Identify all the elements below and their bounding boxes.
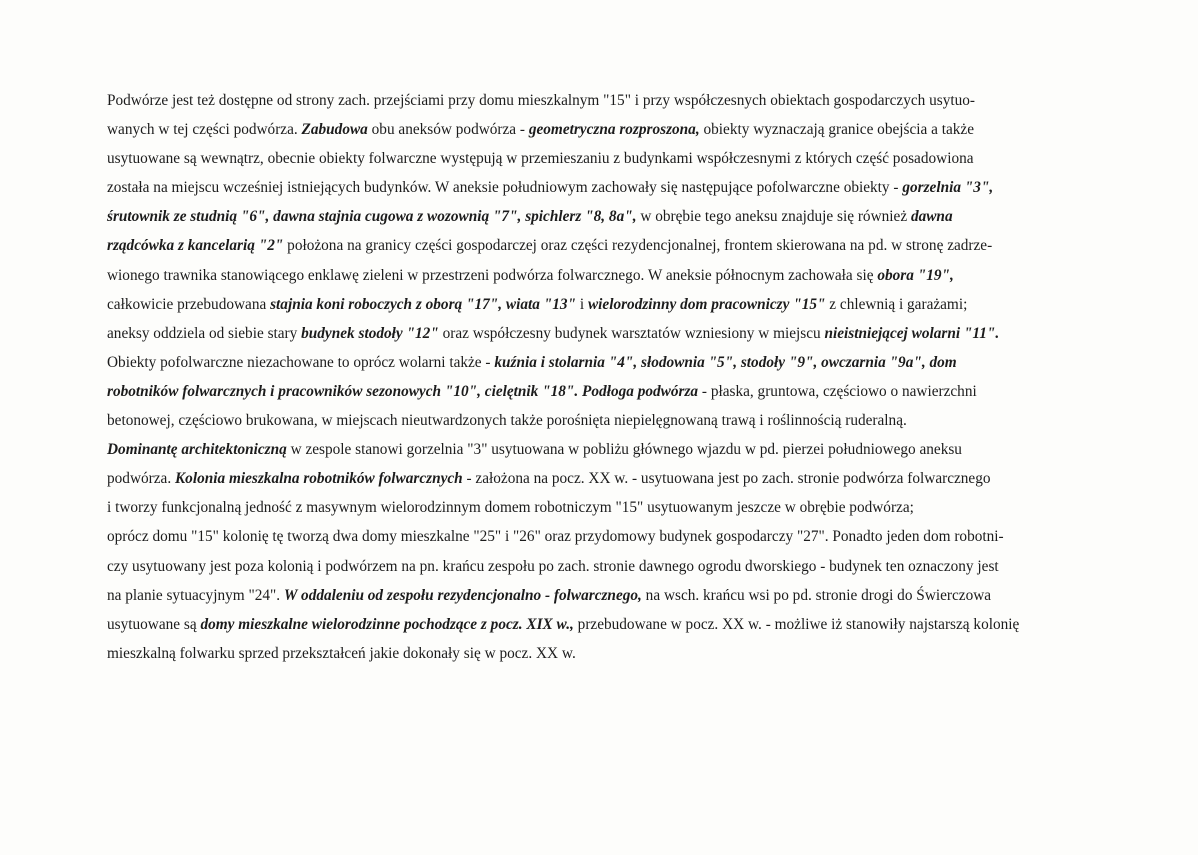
- body-text: - płaska, gruntowa, częściowo o nawierzchni: [698, 382, 977, 400]
- body-text: przebudowane w pocz. XX w. - możliwe iż stanowiły najstarszą kolonię: [573, 615, 1020, 633]
- body-text: oprócz domu "15" kolonię tę tworzą dwa domy mieszkalne "25" i "26" oraz przydomowy budynek gospodarczy "27". Ponadto jeden dom robotni-: [107, 528, 1004, 546]
- text-line: [107, 377, 1102, 406]
- text-line: [107, 319, 1102, 348]
- document-body: [107, 86, 1102, 668]
- body-text: z chlewnią i garażami;: [825, 295, 968, 313]
- emphasized-text: Zabudowa: [301, 121, 368, 139]
- body-text: wanych w tej części podwórza.: [107, 121, 302, 139]
- body-text: i: [576, 295, 588, 313]
- text-line: [107, 406, 1102, 435]
- body-text: mieszkalną folwarku sprzed przekształceń jakie dokonały się w pocz. XX w.: [107, 644, 576, 662]
- text-line: [107, 144, 1102, 173]
- body-text: Podwórze jest też dostępne od strony zach. przejściami przy domu mieszkalnym "15" i przy współczesnych obiektach gospodarczych usytuo-: [107, 92, 976, 109]
- body-text: w obrębie tego aneksu znajduje się również: [636, 208, 911, 226]
- emphasized-text: Kolonia mieszkalna robotników folwarcznych: [174, 470, 463, 488]
- text-line: [107, 290, 1102, 319]
- body-text: obiekty wyznaczają granice obejścia a także: [699, 121, 974, 139]
- emphasized-text: W oddaleniu od zespołu rezydencjonalno - folwarcznego,: [283, 586, 642, 604]
- text-line: [107, 610, 1102, 639]
- text-line: [107, 261, 1102, 290]
- text-line: [107, 115, 1102, 144]
- emphasized-text: Dominantę architektoniczną: [107, 441, 287, 459]
- emphasized-text: wielorodzinny dom pracowniczy "15": [587, 295, 826, 313]
- body-text: położona na granicy części gospodarczej oraz części rezydencjonalnej, frontem skierowana na pd. w stronę zadrze-: [283, 237, 993, 255]
- emphasized-text: kuźnia i stolarnia "4", słodownia "5", stodoły "9", owczarnia "9a", dom: [494, 353, 957, 371]
- body-text: została na miejscu wcześniej istniejących budynków. W aneksie południowym zachowały się następujące pofolwarczne obiekty -: [107, 179, 903, 197]
- body-text: obu aneksów podwórza -: [367, 121, 529, 139]
- text-line: [107, 202, 1102, 231]
- body-text: betonowej, częściowo brukowana, w miejscach nieutwardzonych także porośnięta niepielęgnowaną trawą i roślinnością ruderalną.: [107, 412, 907, 430]
- text-line: [107, 493, 1102, 522]
- body-text: całkowicie przebudowana: [107, 295, 271, 313]
- emphasized-text: budynek stodoły "12": [301, 324, 439, 342]
- body-text: aneksy oddziela od siebie stary: [107, 324, 302, 342]
- body-text: na planie sytuacyjnym "24".: [107, 586, 284, 604]
- emphasized-text: geometryczna rozproszona,: [528, 121, 700, 139]
- body-text: w zespole stanowi gorzelnia "3" usytuowana w pobliżu głównego wjazdu w pd. pierzei południowego aneksu: [286, 441, 962, 459]
- text-line: [107, 464, 1102, 493]
- body-text: usytuowane są wewnątrz, obecnie obiekty folwarczne występują w przemieszaniu z budynkami współczesnymi z których część posadowiona: [107, 150, 974, 168]
- text-line: [107, 581, 1102, 610]
- emphasized-text: robotników folwarcznych i pracowników sezonowych "10", cielętnik "18". Podłoga podwórza: [107, 382, 699, 400]
- text-line: [107, 552, 1102, 581]
- text-line: [107, 86, 1102, 115]
- body-text: na wsch. krańcu wsi po pd. stronie drogi do Świerczowa: [641, 586, 992, 604]
- text-line: [107, 639, 1102, 668]
- text-line: [107, 231, 1102, 260]
- text-line: [107, 522, 1102, 551]
- body-text: oraz współczesny budynek warsztatów wzniesiony w miejscu: [438, 324, 825, 342]
- text-line: [107, 435, 1102, 464]
- emphasized-text: nieistniejącej wolarni "11".: [824, 324, 1000, 342]
- emphasized-text: dawna: [910, 208, 953, 226]
- emphasized-text: śrutownik ze studnią "6", dawna stajnia cugowa z wozownią "7", spichlerz "8, 8a",: [107, 208, 637, 226]
- emphasized-text: domy mieszkalne wielorodzinne pochodzące z pocz. XIX w.,: [200, 615, 574, 633]
- emphasized-text: stajnia koni roboczych z oborą "17", wiata "13": [270, 295, 577, 313]
- body-text: - założona na pocz. XX w. - usytuowana jest po zach. stronie podwórza folwarcznego: [462, 470, 991, 488]
- body-text: i tworzy funkcjonalną jedność z masywnym wielorodzinnym domem robotniczym "15" usytuowanym jeszcze w obrębie podwórza;: [107, 499, 914, 517]
- body-text: Obiekty pofolwarczne niezachowane to oprócz wolarni także -: [107, 353, 495, 371]
- body-text: czy usytuowany jest poza kolonią i podwórzem na pn. krańcu zespołu po zach. stronie dawnego ogrodu dworskiego - budynek ten oznaczony jest: [107, 557, 999, 575]
- text-line: [107, 348, 1102, 377]
- body-text: podwórza.: [107, 470, 175, 488]
- emphasized-text: obora "19",: [877, 266, 954, 284]
- text-line: [107, 173, 1102, 202]
- body-text: wionego trawnika stanowiącego enklawę zieleni w przestrzeni podwórza folwarcznego. W aneksie północnym zachowała się: [107, 266, 878, 284]
- emphasized-text: rządcówka z kancelarią "2": [107, 237, 284, 255]
- body-text: usytuowane są: [107, 615, 201, 633]
- emphasized-text: gorzelnia "3",: [902, 179, 994, 197]
